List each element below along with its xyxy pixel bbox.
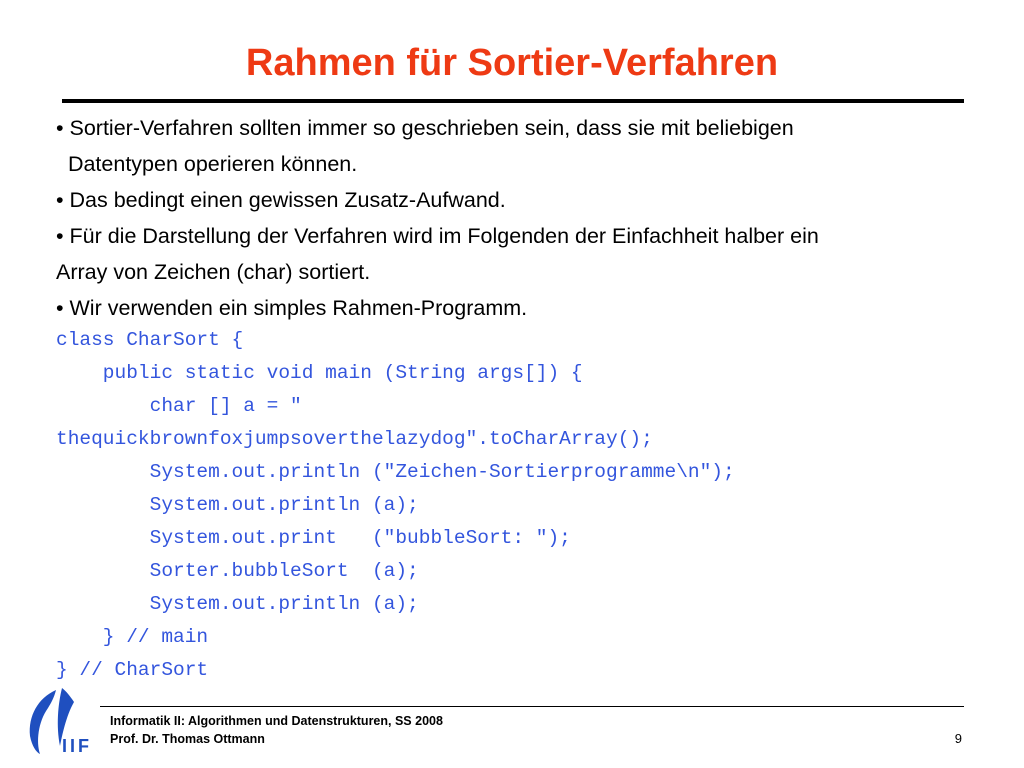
logo-text: IIF	[62, 736, 92, 756]
code-line: } // CharSort	[56, 659, 209, 681]
code-line: char [] a = "	[56, 395, 302, 417]
footer-divider	[100, 706, 964, 707]
bullet-line: Datentypen operieren können.	[56, 152, 358, 176]
page-number: 9	[954, 731, 962, 746]
bullet-line: • Das bedingt einen gewissen Zusatz-Aufwand.	[56, 188, 506, 212]
bullet-line: • Sortier-Verfahren sollten immer so geschrieben sein, dass sie mit beliebigen	[56, 116, 794, 140]
code-line: System.out.println ("Zeichen-Sortierprogramme\n");	[56, 461, 735, 483]
bullet-line: Array von Zeichen (char) sortiert.	[56, 260, 371, 284]
code-line: class CharSort {	[56, 329, 244, 351]
code-line: } // main	[56, 626, 209, 648]
slide-title: Rahmen für Sortier-Verfahren	[245, 42, 779, 84]
code-line: System.out.print ("bubbleSort: ");	[56, 527, 571, 549]
slide-content	[56, 110, 976, 687]
code-line: System.out.println (a);	[56, 593, 419, 615]
title-divider	[62, 99, 964, 103]
bullet-line: • Für die Darstellung der Verfahren wird im Folgenden der Einfachheit halber ein	[56, 224, 819, 248]
code-line: Sorter.bubbleSort (a);	[56, 560, 419, 582]
code-listing	[56, 324, 976, 687]
code-line: thequickbrownfoxjumpsoverthelazydog".toCharArray();	[56, 428, 653, 450]
bullet-line: • Wir verwenden ein simples Rahmen-Programm.	[56, 296, 528, 320]
code-line: public static void main (String args[]) {	[56, 362, 583, 384]
code-line: System.out.println (a);	[56, 494, 419, 516]
footer-course: Informatik II: Algorithmen und Datenstrukturen, SS 2008	[110, 714, 443, 728]
footer-author: Prof. Dr. Thomas Ottmann	[110, 732, 265, 746]
